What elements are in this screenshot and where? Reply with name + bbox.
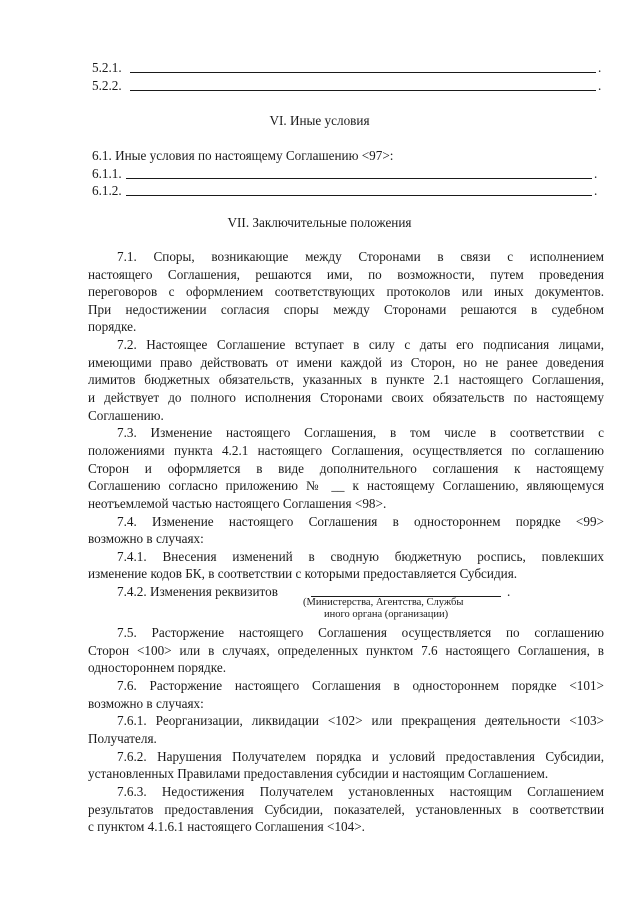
clause-7-5-line: одностороннем порядке. [88, 660, 226, 675]
clause-6-1: 6.1. Иные условия по настоящему Соглашению <97>: [92, 148, 394, 163]
clause-7-3-line: Соглашению согласно приложению № __ к настоящему Соглашению, являющемуся [88, 478, 604, 493]
clause-6-1-1-end: . [594, 166, 598, 181]
clause-7-2-line: и действует до полного исполнения Сторонами своих обязательств по настоящему [88, 390, 604, 405]
clause-6-1-2-blank [126, 195, 592, 196]
clause-7-2-line: 7.2. Настоящее Соглашение вступает в силу с даты его подписания лицами, [117, 337, 604, 352]
clause-7-3-line: 7.3. Изменение настоящего Соглашения, в том числе в соответствии с [117, 425, 604, 440]
clause-7-3-line: Сторон и оформляется в виде дополнительного соглашения к настоящему [88, 461, 604, 476]
clause-5-2-2-end: . [598, 78, 602, 93]
clause-7-6-3-line: 7.6.3. Недостижения Получателем установленных настоящим Соглашением [117, 784, 604, 799]
clause-7-1-line: порядке. [88, 319, 137, 334]
clause-7-4-2-caption: иного органа (организации) [324, 609, 449, 620]
clause-7-2-line: Соглашению. [88, 408, 164, 423]
clause-7-4-line: возможно в случаях: [88, 531, 204, 546]
clause-6-1-1-blank [126, 178, 592, 179]
clause-7-5-line: 7.5. Расторжение настоящего Соглашения осуществляется по соглашению [117, 625, 604, 640]
clause-7-6-line: возможно в случаях: [88, 696, 204, 711]
clause-5-2-2-label: 5.2.2. [92, 78, 122, 93]
clause-7-6-3-line: результатов предоставления Субсидии, показателей, установленных в соответствии [88, 802, 604, 817]
clause-7-6-2-line: установленных Правилами предоставления субсидии и настоящим Соглашением. [88, 766, 549, 781]
section-6-heading: VI. Иные условия [269, 113, 370, 128]
section-7-heading: VII. Заключительные положения [227, 215, 412, 230]
clause-7-4-1-line: 7.4.1. Внесения изменений в сводную бюджетную роспись, повлекших [117, 549, 604, 564]
clause-7-1-line: При недостижении согласия споры между Сторонами решаются в судебном [88, 302, 604, 317]
clause-7-1-line: 7.1. Споры, возникающие между Сторонами в связи с исполнением [117, 249, 604, 264]
clause-7-6-1-line: Получателя. [88, 731, 157, 746]
clause-6-1-2-label: 6.1.2. [92, 183, 122, 198]
clause-7-1-line: переговоров с оформлением соответствующих протоколов или иных документов. [88, 284, 604, 299]
clause-5-2-1-label: 5.2.1. [92, 60, 122, 75]
clause-7-3-line: неотъемлемой частью настоящего Соглашения <98>. [88, 496, 387, 511]
clause-7-6-line: 7.6. Расторжение настоящего Соглашения в одностороннем порядке <101> [117, 678, 604, 693]
clause-7-1-line: настоящего Соглашения, решаются ими, по возможности, путем проведения [88, 267, 604, 282]
clause-7-4-2-label: 7.4.2. Изменения реквизитов [117, 584, 278, 599]
clause-7-2-line: лимитов бюджетных обязательств, указанных в пункте 2.1 настоящего Соглашения, [88, 372, 604, 387]
clause-6-1-1-label: 6.1.1. [92, 166, 122, 181]
clause-7-5-line: Сторон <100> или в случаях, определенных пунктом 7.6 настоящего Соглашения, в [88, 643, 604, 658]
clause-5-2-1-end: . [598, 60, 602, 75]
clause-7-2-line: имеющими право действовать от имени каждой из Сторон, но не ранее доведения [88, 355, 604, 370]
clause-7-6-2-line: 7.6.2. Нарушения Получателем порядка и условий предоставления Субсидии, [117, 749, 604, 764]
clause-5-2-1-blank [130, 72, 596, 73]
clause-7-4-2-caption: (Министерства, Агентства, Службы [303, 597, 464, 608]
clause-7-4-1-line: изменение кодов БК, в соответствии с которыми предоставляется Субсидия. [88, 566, 518, 581]
clause-6-1-2-end: . [594, 183, 598, 198]
clause-7-6-1-line: 7.6.1. Реорганизации, ликвидации <102> или прекращения деятельности <103> [117, 713, 604, 728]
clause-7-4-2-end: . [507, 584, 511, 599]
clause-7-3-line: положениями пункта 4.2.1 настоящего Соглашения, осуществляется по соглашению [88, 443, 604, 458]
clause-7-4-line: 7.4. Изменение настоящего Соглашения в одностороннем порядке <99> [117, 514, 604, 529]
clause-5-2-2-blank [130, 90, 596, 91]
clause-7-6-3-line: с пунктом 4.1.6.1 настоящего Соглашения <104>. [88, 819, 365, 834]
